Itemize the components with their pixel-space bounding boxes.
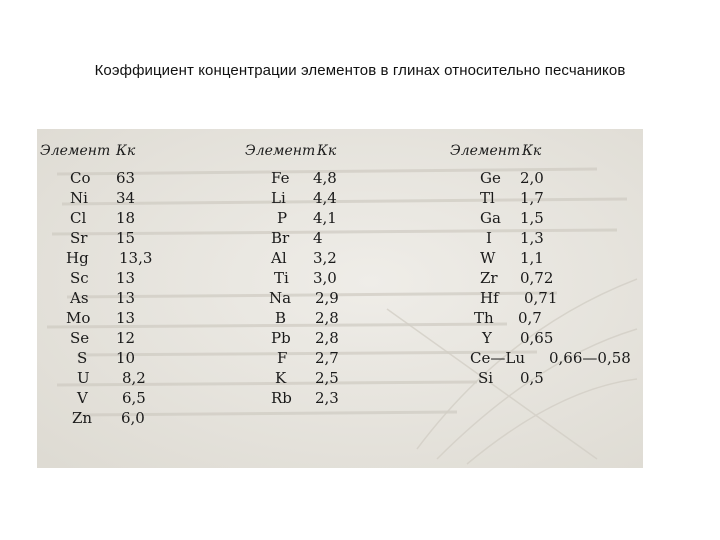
element-symbol: Ce—Lu: [470, 349, 525, 367]
element-symbol: Na: [269, 289, 292, 307]
element-symbol: Fe: [271, 169, 290, 187]
kk-value: 13,3: [119, 249, 153, 267]
kk-value: 12: [116, 329, 136, 347]
header-kk: Кк: [116, 143, 136, 159]
element-symbol: Zr: [480, 269, 498, 287]
element-symbol: Hg: [66, 249, 89, 267]
kk-value: 1,1: [520, 249, 544, 267]
kk-value: 34: [116, 189, 136, 207]
element-symbol: Cl: [70, 209, 87, 227]
kk-value: 63: [116, 169, 136, 187]
element-symbol: P: [277, 209, 288, 227]
kk-value: 6,0: [121, 409, 145, 427]
kk-value: 2,0: [520, 169, 544, 187]
kk-value: 15: [116, 229, 136, 247]
element-symbol: Hf: [480, 289, 499, 307]
element-symbol: W: [480, 249, 496, 267]
kk-value: 0,7: [518, 309, 542, 327]
kk-value: 10: [116, 349, 136, 367]
element-symbol: Si: [478, 369, 494, 387]
element-symbol: Tl: [480, 189, 495, 207]
element-symbol: I: [486, 229, 492, 247]
element-symbol: Co: [70, 169, 91, 187]
kk-value: 13: [116, 289, 136, 307]
element-symbol: Br: [271, 229, 290, 247]
element-symbol: Ti: [274, 269, 289, 287]
kk-value: 8,2: [122, 369, 146, 387]
kk-value: 4: [313, 229, 323, 247]
element-symbol: S: [77, 349, 88, 367]
kk-value: 2,7: [315, 349, 339, 367]
slide-title: Коэффициент концентрации элементов в глинах относительно песчаников: [94, 62, 626, 79]
kk-value: 4,8: [313, 169, 337, 187]
element-symbol: Y: [482, 329, 492, 347]
header-kk: Кк: [317, 143, 337, 159]
kk-value: 3,0: [313, 269, 337, 287]
element-symbol: Sc: [70, 269, 89, 287]
element-symbol: F: [277, 349, 288, 367]
kk-value: 1,3: [520, 229, 544, 247]
kk-value: 1,7: [520, 189, 544, 207]
header-element: Элемент: [245, 143, 316, 159]
kk-value: 18: [116, 209, 136, 227]
kk-value: 2,5: [315, 369, 339, 387]
element-symbol: K: [275, 369, 287, 387]
element-symbol: As: [70, 289, 89, 307]
kk-value: 3,2: [313, 249, 337, 267]
header-kk: Кк: [522, 143, 542, 159]
kk-value: 6,5: [122, 389, 146, 407]
header-element: Элемент: [40, 143, 111, 159]
kk-value: 1,5: [520, 209, 544, 227]
element-symbol: Th: [474, 309, 494, 327]
kk-value: 0,65: [520, 329, 554, 347]
kk-value: 4,1: [313, 209, 337, 227]
kk-value: 0,72: [520, 269, 554, 287]
element-symbol: U: [77, 369, 90, 387]
scanned-table-image: [37, 129, 643, 468]
element-symbol: Rb: [271, 389, 292, 407]
element-symbol: Se: [70, 329, 90, 347]
kk-value: 13: [116, 309, 136, 327]
element-symbol: B: [275, 309, 287, 327]
element-symbol: Ge: [480, 169, 501, 187]
kk-value: 2,3: [315, 389, 339, 407]
element-symbol: Sr: [70, 229, 88, 247]
element-symbol: Ga: [480, 209, 501, 227]
element-symbol: Mo: [66, 309, 91, 327]
kk-value: 2,9: [315, 289, 339, 307]
element-symbol: Al: [271, 249, 287, 267]
header-element: Элемент: [450, 143, 521, 159]
kk-value: 13: [116, 269, 136, 287]
kk-value: 2,8: [315, 329, 339, 347]
kk-value: 0,71: [524, 289, 558, 307]
kk-value: 0,5: [520, 369, 544, 387]
kk-value: 0,66—0,58: [549, 349, 631, 367]
element-symbol: Li: [271, 189, 286, 207]
element-symbol: Zn: [72, 409, 93, 427]
kk-value: 2,8: [315, 309, 339, 327]
element-symbol: Ni: [70, 189, 88, 207]
element-symbol: Pb: [271, 329, 291, 347]
element-symbol: V: [77, 389, 88, 407]
kk-value: 4,4: [313, 189, 337, 207]
